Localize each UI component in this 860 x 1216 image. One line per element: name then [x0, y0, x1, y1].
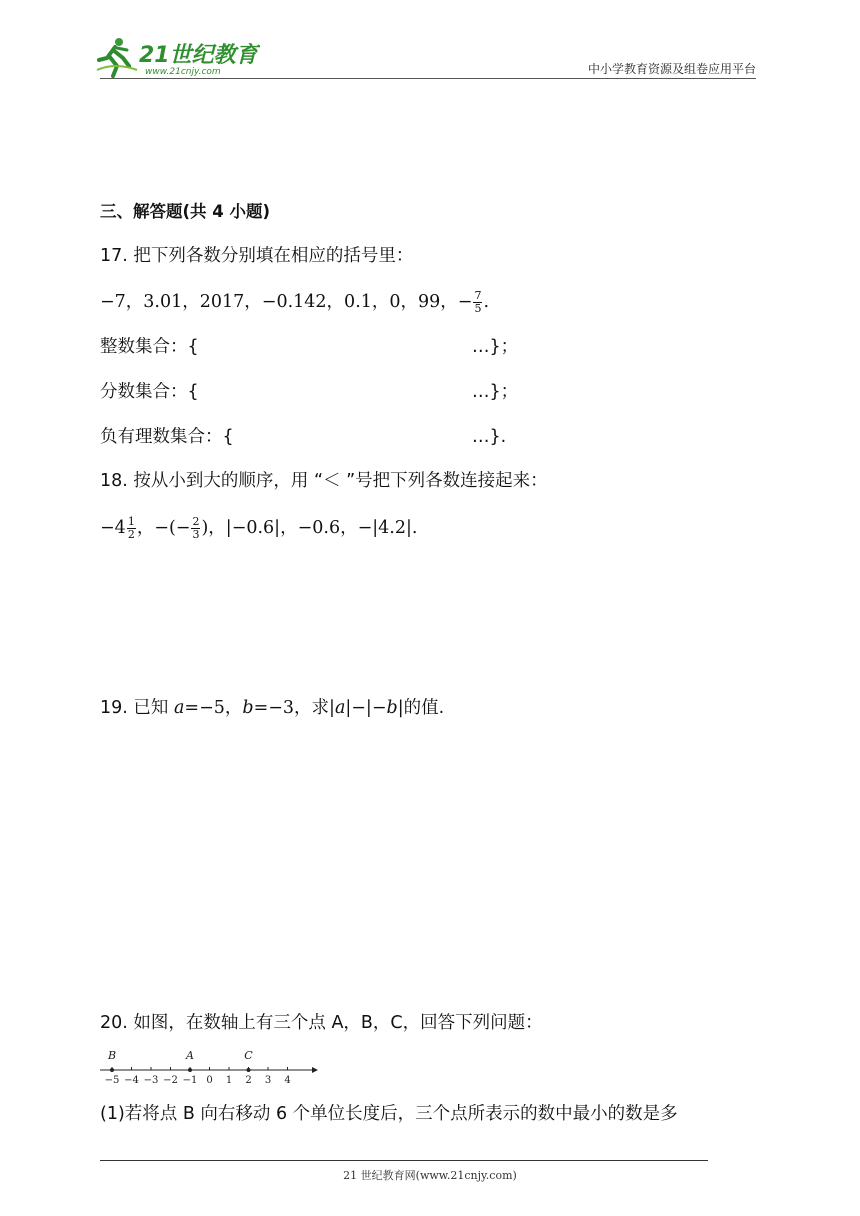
number-line-point-label: C — [244, 1049, 253, 1062]
q17-set-negative-rationals — [100, 425, 520, 449]
header-platform-text: 中小学教育资源及组卷应用平台 — [587, 62, 756, 76]
q20-title: 20. 如图，在数轴上有三个点 A，B，C，回答下列问题： — [100, 1013, 543, 1033]
q19-prefix: 19. 已知 — [100, 698, 174, 718]
number-line-tick-label: 4 — [284, 1075, 291, 1086]
q18-part3: )，|−0.6|，−0.6，−|4.2|. — [201, 518, 418, 538]
site-logo — [95, 36, 260, 78]
set-end: …}； — [472, 337, 519, 357]
q18-part2: ，−(− — [136, 518, 191, 538]
number-line-point-C — [247, 1068, 251, 1072]
q19-mid: |−|− — [345, 698, 387, 718]
q18-expression — [100, 516, 417, 541]
number-line-tick-label: −2 — [163, 1075, 178, 1086]
footer-text: 21 世纪教育网(www.21cnjy.com) — [343, 1169, 517, 1182]
q17-set-fractions — [100, 380, 520, 404]
q17-title: 17. 把下列各数分别填在相应的括号里： — [100, 246, 414, 266]
number-line-tick-label: 0 — [206, 1075, 213, 1086]
set-end: …}. — [472, 427, 507, 447]
logo-url: www.21cnjy.com — [145, 67, 221, 77]
set-label: 整数集合：{ — [100, 337, 199, 357]
q18-fraction-1 — [127, 516, 136, 541]
q18-title: 18. 按从小到大的顺序，用 “＜ ”号把下列各数连接起来： — [100, 471, 548, 491]
number-line-point-A — [188, 1068, 192, 1072]
q18-fraction-2 — [191, 516, 200, 541]
number-line-point-label: B — [107, 1049, 117, 1062]
frac-num: 2 — [192, 515, 200, 528]
number-line-tick-label: 1 — [225, 1075, 233, 1086]
q19-eq2: =−3，求| — [253, 698, 335, 718]
number-line-tick-label: 2 — [245, 1075, 252, 1086]
number-line-point-label: A — [186, 1049, 194, 1062]
q19-eq1: =−5， — [184, 698, 243, 718]
q17-fraction — [473, 290, 482, 315]
footer-divider — [100, 1160, 708, 1161]
set-label: 负有理数集合：{ — [100, 427, 234, 447]
q19-text — [100, 696, 444, 720]
var-b: b — [386, 698, 398, 718]
q17-frac-den: 5 — [474, 302, 482, 315]
var-b: b — [242, 698, 254, 718]
frac-num: 1 — [127, 515, 135, 528]
q19-suffix: |的值. — [397, 698, 445, 718]
number-line-arrow — [312, 1067, 318, 1073]
q20-part1: (1)若将点 B 向右移动 6 个单位长度后，三个点所表示的数中最小的数是多 — [100, 1104, 678, 1124]
number-line-tick-label: −5 — [104, 1075, 120, 1086]
q18-part1: −4 — [100, 518, 126, 538]
q17-number-list: −7，3.01，2017，−0.142，0.1，0，99，− — [100, 292, 473, 312]
frac-den: 2 — [127, 528, 135, 541]
q17-frac-num: 7 — [474, 289, 482, 302]
runner-icon — [97, 38, 137, 76]
number-line-tick-label: 3 — [264, 1075, 272, 1086]
frac-den: 3 — [192, 528, 200, 541]
logo-text: 21世纪教育 — [139, 43, 258, 68]
var-a: a — [173, 698, 185, 718]
set-end: …}； — [472, 382, 519, 402]
q17-numbers — [100, 290, 489, 315]
var-a: a — [334, 698, 346, 718]
header-divider — [100, 78, 756, 79]
q17-set-integers — [100, 335, 520, 359]
section-title: 三、解答题(共 4 小题) — [100, 202, 271, 221]
q17-period: . — [483, 292, 490, 312]
number-line-tick-label: −4 — [124, 1075, 139, 1086]
number-line-tick-label: −1 — [182, 1075, 198, 1086]
set-label: 分数集合：{ — [100, 382, 199, 402]
number-line-tick-label: −3 — [143, 1075, 159, 1086]
number-line-point-B — [110, 1068, 114, 1072]
number-line-figure — [98, 1046, 320, 1086]
